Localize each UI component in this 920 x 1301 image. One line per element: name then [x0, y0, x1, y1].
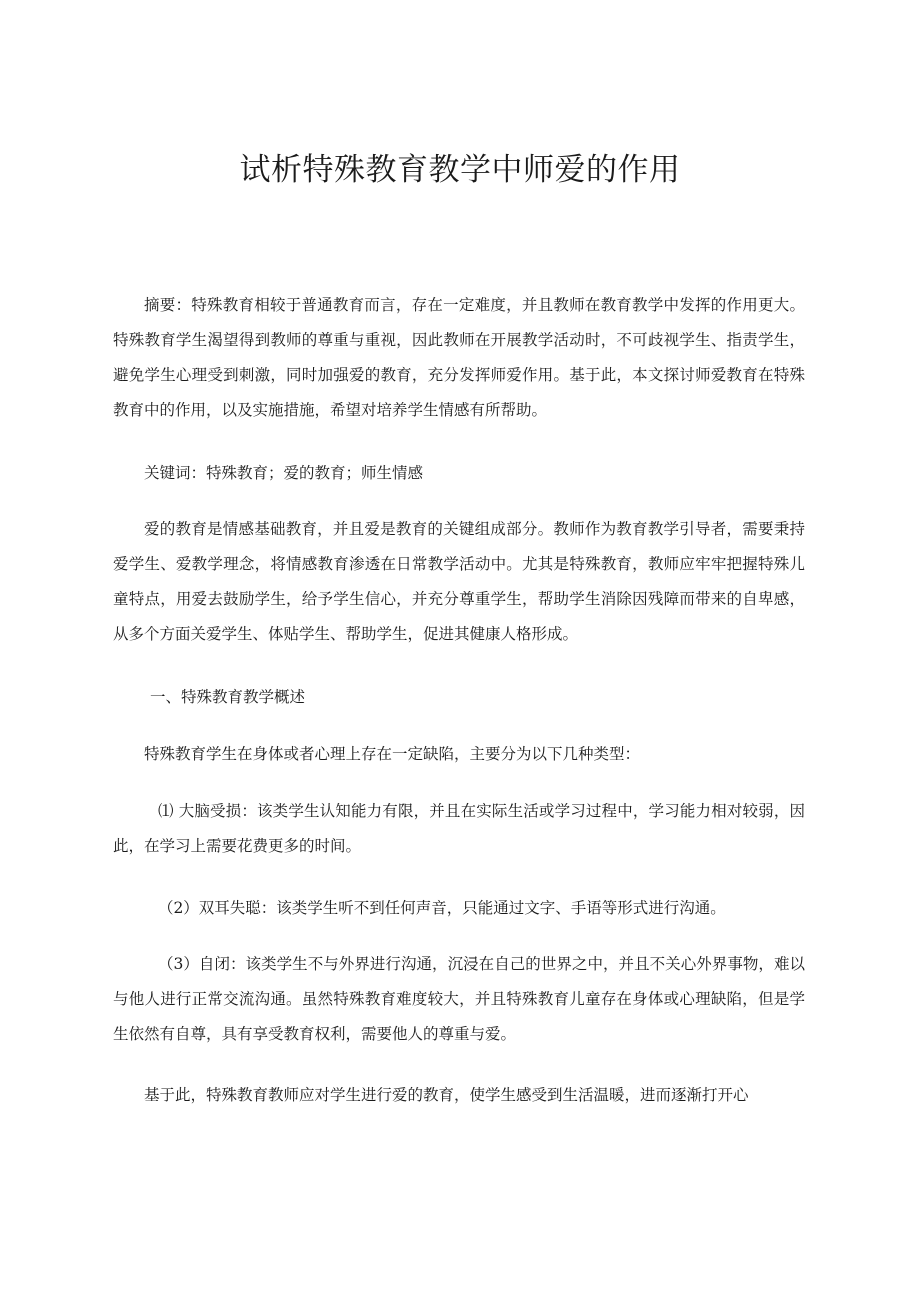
keywords-paragraph: 关键词：特殊教育；爱的教育；师生情感 — [144, 464, 424, 482]
list-item: （3）自闭：该类学生不与外界进行沟通，沉浸在自己的世界之中，并且不关心外界事物，难以与他人进行正常交流沟通。虽然特殊教育难度较大，并且特殊教育儿童存在身体或心理缺陷，但是学生依然有自尊，具有享受教育权利，需要他人的尊重与爱。 — [113, 955, 805, 1043]
section-heading: 一、特殊教育教学概述 — [150, 688, 306, 706]
list-item: （2）双耳失聪：该类学生听不到任何声音，只能通过文字、手语等形式进行沟通。 — [157, 899, 726, 917]
abstract-paragraph: 摘要：特殊教育相较于普通教育而言，存在一定难度，并且教师在教育教学中发挥的作用更大。特殊教育学生渴望得到教师的尊重与重视，因此教师在开展教学活动时，不可歧视学生、指责学生，避免学生心理受到刺激，同时加强爱的教育，充分发挥师爱作用。基于此，本文探讨师爱教育在特殊教育中的作用，以及实施措施，希望对培养学生情感有所帮助。 — [113, 296, 805, 419]
closing-paragraph: 基于此，特殊教育教师应对学生进行爱的教育，使学生感受到生活温暖，进而逐渐打开心 — [144, 1086, 749, 1104]
section-lead-paragraph: 特殊教育学生在身体或者心理上存在一定缺陷，主要分为以下几种类型： — [144, 745, 641, 763]
list-item: ⑴ 大脑受损：该类学生认知能力有限，并且在实际生活或学习过程中，学习能力相对较弱，因此，在学习上需要花费更多的时间。 — [113, 802, 805, 855]
document-title: 试析特殊教育教学中师爱的作用 — [239, 152, 681, 188]
intro-paragraph: 爱的教育是情感基础教育，并且爱是教育的关键组成部分。教师作为教育教学引导者，需要秉持爱学生、爱教学理念，将情感教育渗透在日常教学活动中。尤其是特殊教育，教师应牢牢把握特殊儿童特点，用爱去鼓励学生，给予学生信心，并充分尊重学生，帮助学生消除因残障而带来的自卑感，从多个方面关爱学生、体贴学生、帮助学生，促进其健康人格形成。 — [113, 520, 805, 643]
